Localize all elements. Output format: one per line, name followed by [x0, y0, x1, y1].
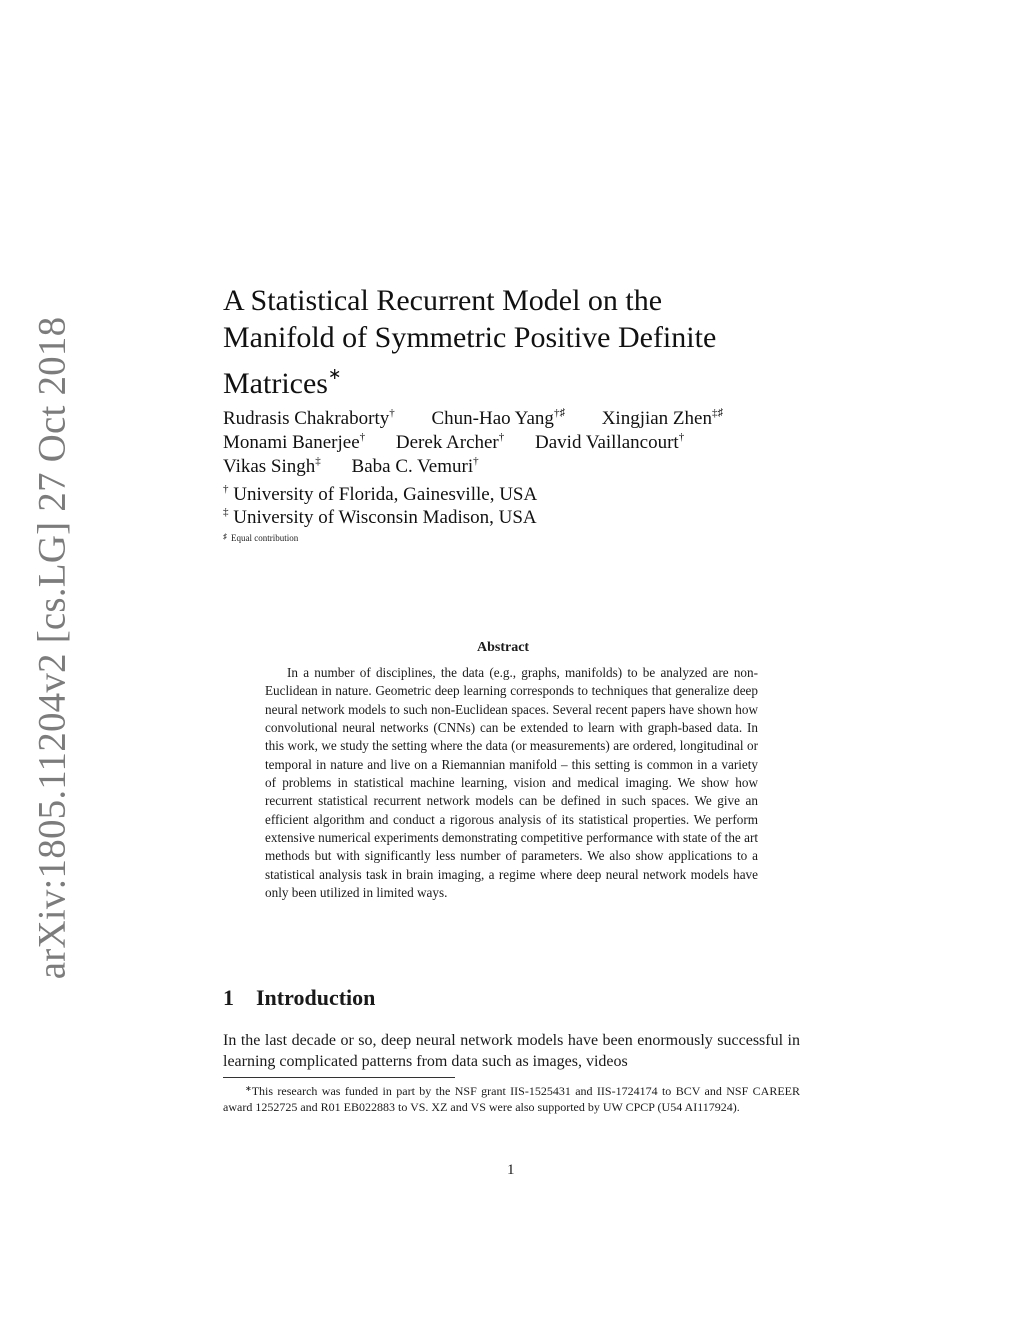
author: Chun-Hao Yang†♯: [431, 407, 565, 429]
author: Monami Banerjee†: [223, 431, 366, 453]
introduction-text: In the last decade or so, deep neural network models have been enormously successful in learning complicated patterns from data such as images, videos: [223, 1032, 800, 1070]
page-number: 1: [507, 1162, 515, 1178]
author: Xingjian Zhen‡♯: [601, 407, 723, 429]
title-line-3: [223, 356, 843, 402]
author: Rudrasis Chakraborty†: [223, 407, 395, 429]
title-footnote-mark: ∗: [327, 366, 342, 383]
section-number: 1: [223, 985, 234, 1010]
title-line-2: Manifold of Symmetric Positive Definite: [223, 321, 717, 354]
abstract-heading: Abstract: [477, 640, 530, 655]
abstract-body: In a number of disciplines, the data (e.g., graphs, manifolds) to be analyzed are non-Euclidean in nature. Geometric deep learning corresponds to techniques that generalize deep neural network models to such non-Euclidean spaces. Several recent papers have shown how convolutional neural networks (CNNs) can be extended to learn with graph-based data. In this work, we study the setting where the data (or measurements) are ordered, longitudinal or temporal in nature and live on a Riemannian manifold – this setting is common in a variety of problems in statistical machine learning, vision and medical imaging. We show how recurrent statistical recurrent network models can be defined in such spaces. We give an efficient algorithm and conduct a rigorous analysis of its statistical properties. We perform extensive numerical experiments demonstrating competitive performance with state of the art methods but with significantly less number of parameters. We also show applications to a statistical analysis task in brain imaging, a regime where deep neural network models have only been utilized in limited ways.: [265, 665, 758, 901]
author: Baba C. Vemuri†: [351, 455, 479, 477]
title-line-1: A Statistical Recurrent Model on the: [223, 284, 663, 317]
footnote-rule: [223, 1077, 455, 1078]
equal-contribution-note: ♯ Equal contribution: [223, 532, 299, 543]
author-row-3: [223, 450, 843, 478]
affiliation: ‡ University of Wisconsin Madison, USA: [223, 506, 537, 528]
author: Vikas Singh‡: [223, 455, 321, 477]
section-heading: [223, 985, 375, 1011]
paper-title: [223, 282, 843, 402]
affiliation: † University of Florida, Gainesville, USA: [223, 483, 538, 505]
title-line-3-text: Matrices: [223, 367, 328, 400]
author: David Vaillancourt†: [535, 431, 685, 453]
author: Derek Archer†: [395, 431, 505, 453]
footnote: [223, 1081, 800, 1115]
footnote-mark: ∗: [245, 1084, 252, 1093]
section-title: Introduction: [256, 985, 376, 1010]
arxiv-identifier-text: arXiv:1805.11204v2 [cs.LG] 27 Oct 2018: [30, 316, 74, 980]
footnote-text: This research was funded in part by the NSF grant IIS-1525431 and IIS-1724174 to BCV and NSF CAREER award 1252725 and R01 EB022883 to VS. XZ and VS were also supported by UW CPCP (U54 AI117924).: [223, 1084, 800, 1114]
